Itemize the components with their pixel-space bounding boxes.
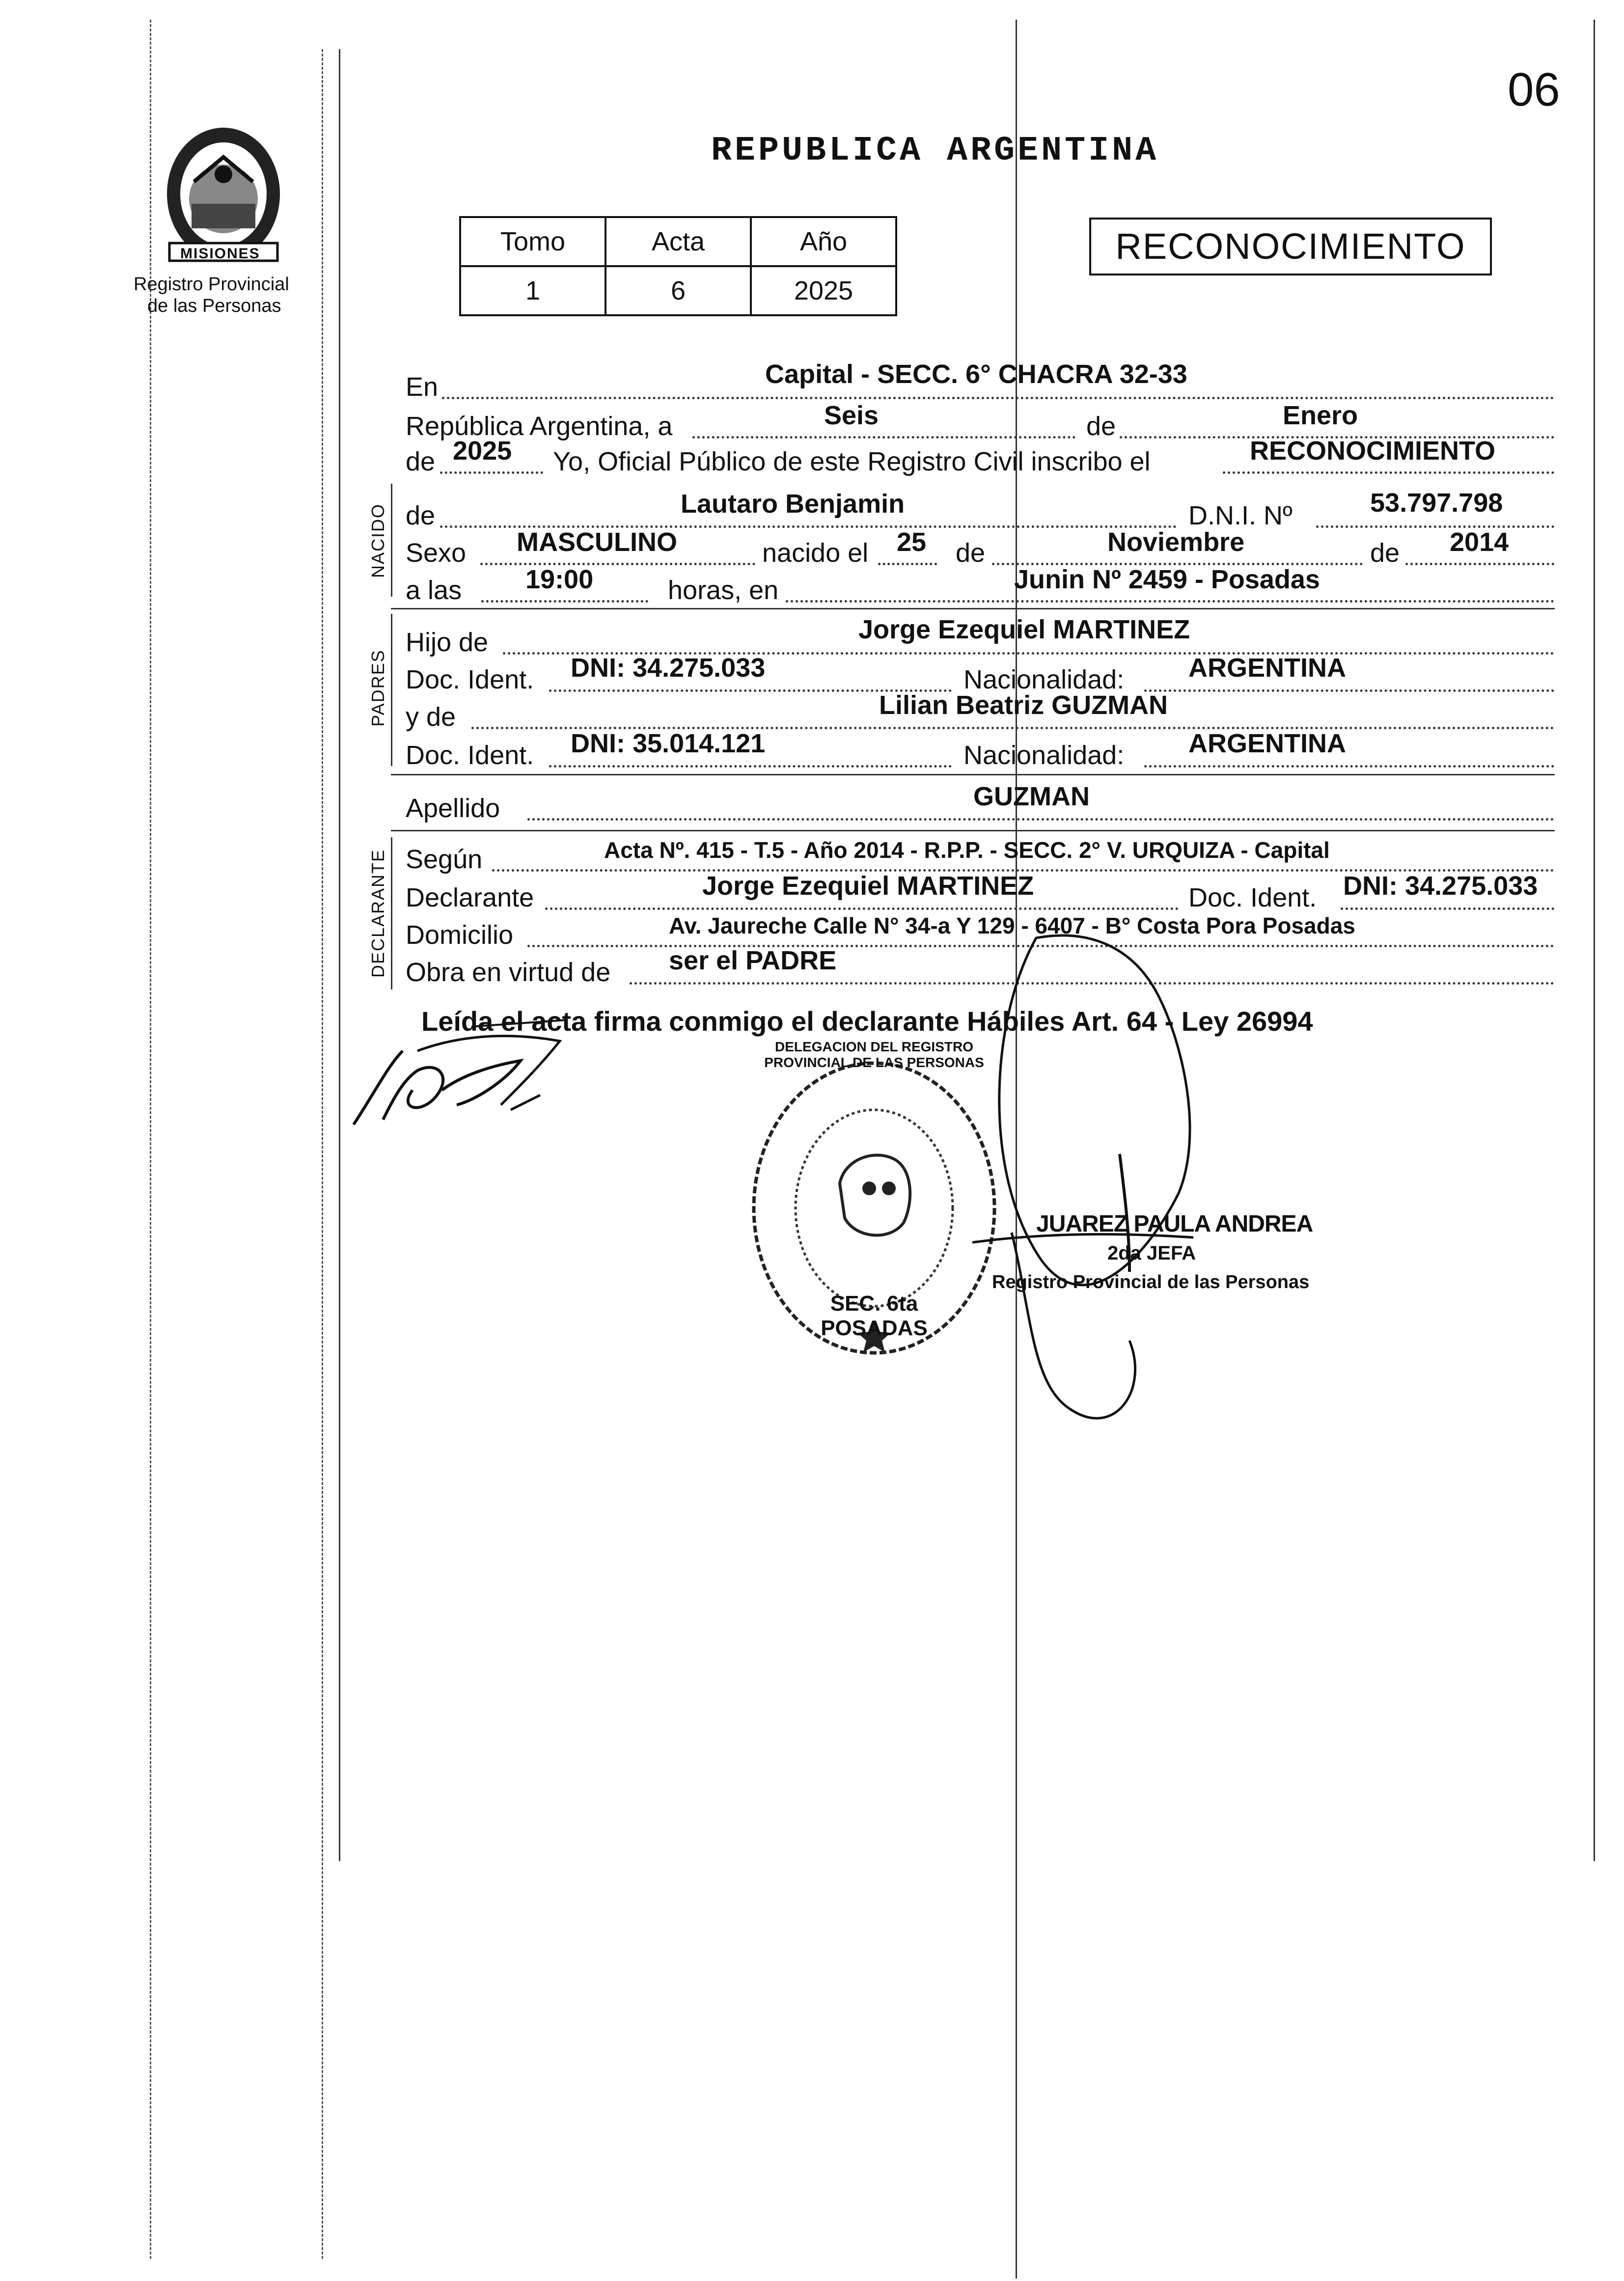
label-doc-ident-1: Doc. Ident. <box>406 665 534 694</box>
label-de-month: de <box>1086 412 1116 441</box>
label-nacionalidad-2: Nacionalidad: <box>963 741 1125 770</box>
logo-lettering: MISIONES <box>180 246 260 262</box>
value-madre: Lilian Beatriz GUZMAN <box>879 690 1168 720</box>
label-declarante: Declarante <box>406 883 534 912</box>
official-name: JUAREZ PAULA ANDREA <box>1036 1211 1313 1237</box>
label-segun: Según <box>406 845 483 874</box>
label-hijo-de: Hijo de <box>406 628 489 657</box>
label-en: En <box>406 372 439 402</box>
label-domicilio: Domicilio <box>406 920 514 950</box>
closing-text: Leída el acta firma conmigo el declarante Hábiles Art. 64 - Ley 26994 <box>421 1006 1313 1037</box>
label-de-birth-month: de <box>956 538 986 568</box>
label-sexo: Sexo <box>406 538 467 568</box>
value-anio-nac: 2014 <box>1450 527 1509 557</box>
value-lugar: Capital - SECC. 6° CHACRA 32-33 <box>765 359 1187 389</box>
record-table-value-anio: 2025 <box>751 266 896 315</box>
page-number: 06 <box>1508 63 1560 116</box>
document-title: REPUBLICA ARGENTINA <box>711 132 1159 170</box>
record-table-value-acta: 6 <box>606 266 751 315</box>
declarant-signature <box>344 1021 579 1134</box>
label-de-year: de <box>406 447 436 476</box>
label-de-name: de <box>406 501 436 530</box>
value-mes: Enero <box>1283 401 1358 430</box>
province-logo <box>150 118 297 270</box>
dotted-line <box>549 765 952 768</box>
dotted-line <box>1223 471 1554 474</box>
dotted-line <box>1341 907 1554 910</box>
section-divider <box>391 608 1555 609</box>
label-doc-ident-2: Doc. Ident. <box>406 741 534 770</box>
dotted-line <box>1316 525 1554 528</box>
value-hora: 19:00 <box>525 565 594 594</box>
label-y-de: y de <box>406 702 456 732</box>
value-dia: Seis <box>824 401 879 430</box>
official-seal <box>746 1039 1002 1360</box>
value-acto: RECONOCIMIENTO <box>1250 436 1496 466</box>
institution-name-line1: Registro Provincial <box>134 274 289 295</box>
seal-center-text: SEC. 6ta POSADAS <box>821 1292 928 1340</box>
section-bracket <box>391 484 392 597</box>
value-padre-nac: ARGENTINA <box>1188 653 1346 683</box>
value-nombre: Lautaro Benjamin <box>681 489 905 519</box>
label-republica-a: República Argentina, a <box>406 412 673 441</box>
record-table-value-row <box>460 266 896 315</box>
dotted-line <box>1144 689 1554 692</box>
left-margin-dashed-line <box>150 20 151 2259</box>
value-segun: Acta Nº. 415 - T.5 - Año 2014 - R.P.P. - SECC. 2° V. URQUIZA - Capital <box>604 837 1330 863</box>
section-label-nacido: NACIDO <box>368 503 388 578</box>
label-horas-en: horas, en <box>668 576 779 605</box>
value-padre: Jorge Ezequiel MARTINEZ <box>858 615 1190 644</box>
value-lugar-nac: Junin Nº 2459 - Posadas <box>1014 565 1320 594</box>
record-type-box: RECONOCIMIENTO <box>1089 218 1492 275</box>
section-bracket <box>391 837 392 989</box>
dotted-line <box>442 397 1554 399</box>
dotted-line <box>527 818 1554 821</box>
record-table <box>459 216 897 316</box>
label-nacido-el: nacido el <box>762 538 869 568</box>
label-dni-no: D.N.I. Nº <box>1188 501 1293 530</box>
record-table-header-acta: Acta <box>606 217 751 266</box>
value-dia-nac: 25 <box>897 527 927 557</box>
dotted-line <box>692 436 1075 439</box>
label-nacionalidad-1: Nacionalidad: <box>963 665 1125 694</box>
record-table-header-anio: Año <box>751 217 896 266</box>
seal-text: DELEGACION DEL REGISTRO PROVINCIAL DE LAS PERSONAS <box>764 1039 984 1070</box>
label-de-birth-year: de <box>1370 538 1400 568</box>
dotted-line <box>480 563 755 565</box>
right-frame-line <box>1594 20 1595 1861</box>
official-office: Registro Provincial de las Personas <box>992 1272 1310 1292</box>
section-label-padres: PADRES <box>368 649 388 727</box>
dotted-line <box>545 907 1179 910</box>
left-margin-dashed-line-2 <box>322 49 323 2259</box>
value-declarante-doc: DNI: 34.275.033 <box>1343 871 1538 901</box>
dotted-line <box>1405 563 1554 565</box>
dotted-line <box>786 600 1554 603</box>
record-table-header-row <box>460 217 896 266</box>
official-signature <box>972 918 1277 1458</box>
section-divider <box>391 774 1555 775</box>
label-obra-en-virtud: Obra en virtud de <box>406 958 611 987</box>
record-table-value-tomo: 1 <box>460 266 606 315</box>
dotted-line <box>1144 765 1554 768</box>
dotted-line <box>878 563 937 565</box>
value-dni: 53.797.798 <box>1370 488 1503 518</box>
value-domicilio: Av. Jaureche Calle N° 34-a Y 129 - 6407 - B° Costa Pora Posadas <box>669 913 1355 938</box>
label-a-las: a las <box>406 576 462 605</box>
label-yo-text: Yo, Oficial Público de este Registro Civil inscribo el <box>553 447 1151 476</box>
official-role: 2da JEFA <box>1107 1242 1196 1264</box>
institution-name-line2: de las Personas <box>147 296 281 316</box>
value-apellido: GUZMAN <box>973 782 1090 811</box>
value-sexo: MASCULINO <box>517 527 677 557</box>
left-frame-line <box>339 49 340 1861</box>
section-divider <box>391 830 1555 831</box>
section-bracket <box>391 614 392 766</box>
section-label-declarante: DECLARANTE <box>368 849 388 978</box>
value-padre-doc: DNI: 34.275.033 <box>571 653 766 683</box>
dotted-line <box>440 471 543 474</box>
value-en-virtud: ser el PADRE <box>669 946 837 975</box>
value-declarante: Jorge Ezequiel MARTINEZ <box>702 871 1034 901</box>
record-table-header-tomo: Tomo <box>460 217 606 266</box>
label-doc-ident-decl: Doc. Ident. <box>1188 883 1317 912</box>
value-madre-doc: DNI: 35.014.121 <box>571 729 766 758</box>
value-madre-nac: ARGENTINA <box>1188 729 1346 758</box>
value-mes-nac: Noviembre <box>1107 527 1245 557</box>
value-anio: 2025 <box>453 436 512 466</box>
label-apellido: Apellido <box>406 794 500 823</box>
dotted-line <box>481 600 648 603</box>
